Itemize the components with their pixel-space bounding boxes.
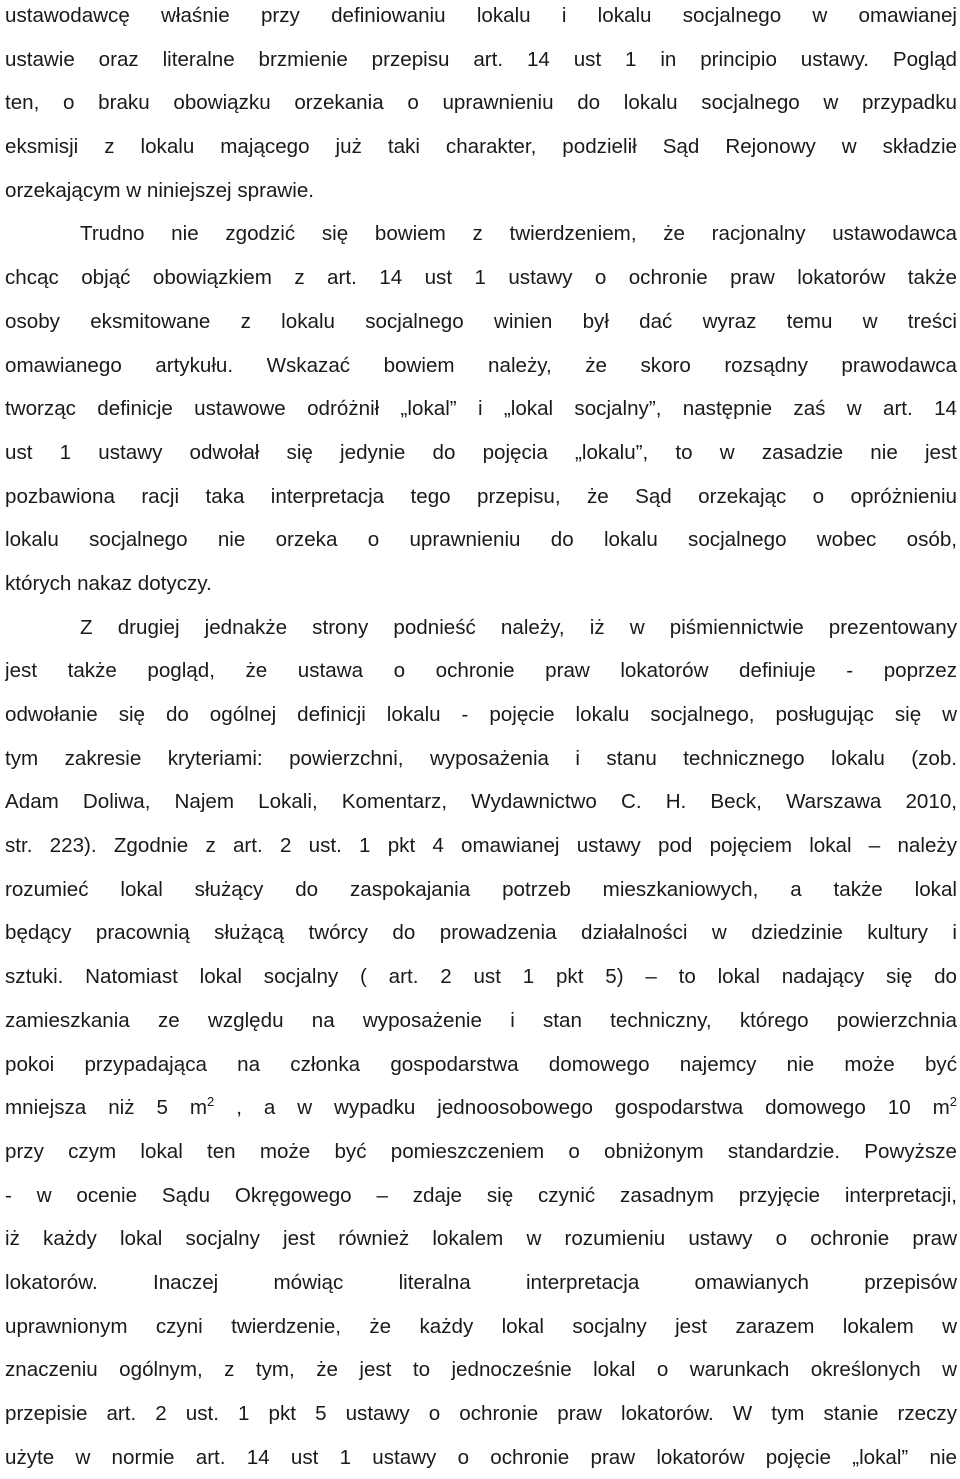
text-line: ten, o braku obowiązku orzekania o uprawnieniu do lokalu socjalnego w przypadku [5,91,957,115]
text-line: jest także pogląd, że ustawa o ochronie praw lokatorów definiuje - poprzez [5,659,957,683]
text-line: lokalu socjalnego nie orzeka o uprawnieniu do lokalu socjalnego wobec osób, [5,528,957,552]
text-segment: , a w wypadku jednoosobowego gospodarstwa domowego 10 m [214,1096,950,1120]
text-line: ust 1 ustawy odwołał się jedynie do pojęcia „lokalu”, to w zasadzie nie jest [5,440,957,464]
text-line: eksmisji z lokalu mającego już taki charakter, podzielił Sąd Rejonowy w składzie [5,135,957,159]
text-segment: mniejsza niż 5 m [5,1096,208,1120]
text-line: ustawodawcę właśnie przy definiowaniu lokalu i lokalu socjalnego w omawianej [5,4,957,27]
text-line: omawianego artykułu. Wskazać bowiem należy, że skoro rozsądny prawodawca [5,353,957,377]
text-line: ustawie oraz literalne brzmienie przepisu art. 14 ust 1 in principio ustawy. Pogląd [5,47,957,71]
text-line: lokatorów. Inaczej mówiąc literalna interpretacja omawianych przepisów [5,1270,957,1294]
superscript: 2 [949,1094,957,1110]
text-line: Adam Doliwa, Najem Lokali, Komentarz, Wydawnictwo C. H. Beck, Warszawa 2010, [5,790,957,814]
text-line: użyte w normie art. 14 ust 1 ustawy o ochronie praw lokatorów pojęcie „lokal” nie [5,1445,957,1469]
text-line: których nakaz dotyczy. [5,571,212,595]
text-line: będący pracownią służącą twórcy do prowadzenia działalności w dziedzinie kultury i [5,921,957,945]
text-line: Z drugiej jednakże strony podnieść należy, iż w piśmiennictwie prezentowany [80,615,957,639]
superscript: 2 [207,1094,215,1110]
text-line: przy czym lokal ten może być pomieszczeniem o obniżonym standardzie. Powyższe [5,1139,957,1163]
text-line: str. 223). Zgodnie z art. 2 ust. 1 pkt 4 omawianej ustawy pod pojęciem lokal – należy [5,834,957,858]
document-page [5,0,957,1479]
text-line: zamieszkania ze względu na wyposażenie i stan techniczny, którego powierzchnia [5,1008,957,1032]
text-line: osoby eksmitowane z lokalu socjalnego winien był dać wyraz temu w treści [5,309,957,333]
text-line: chcąc objąć obowiązkiem z art. 14 ust 1 ustawy o ochronie praw lokatorów także [5,266,957,290]
text-line: rozumieć lokal służący do zaspokajania potrzeb mieszkaniowych, a także lokal [5,877,957,901]
text-line [5,1086,957,1130]
text-line: przepisie art. 2 ust. 1 pkt 5 ustawy o ochronie praw lokatorów. W tym stanie rzeczy [5,1402,957,1425]
text-line: uprawnionym czyni twierdzenie, że każdy lokal socjalny jest zarazem lokalem w [5,1314,957,1338]
text-line: sztuki. Natomiast lokal socjalny ( art. 2 ust 1 pkt 5) – to lokal nadający się do [5,965,957,989]
text-line: orzekającym w niniejszej sprawie. [5,178,315,202]
text-line: pozbawiona racji taka interpretacja tego przepisu, że Sąd orzekając o opróżnieniu [5,484,957,508]
text-line: - w ocenie Sądu Okręgowego – zdaje się czynić zasadnym przyjęcie interpretacji, [5,1183,957,1207]
text-line: odwołanie się do ogólnej definicji lokalu - pojęcie lokalu socjalnego, posługując się w [5,703,957,726]
text-line: pokoi przypadająca na członka gospodarstwa domowego najemcy nie może być [5,1052,957,1076]
text-line: tym zakresie kryteriami: powierzchni, wyposażenia i stanu technicznego lokalu (zob. [5,746,957,770]
text-line: znaczeniu ogólnym, z tym, że jest to jednocześnie lokal o warunkach określonych w [5,1358,957,1382]
text-line: tworząc definicje ustawowe odróżnił „lokal” i „lokal socjalny”, następnie zaś w art. 14 [5,397,957,421]
text-line: iż każdy lokal socjalny jest również lokalem w rozumieniu ustawy o ochronie praw [5,1227,957,1251]
text-line: Trudno nie zgodzić się bowiem z twierdzeniem, że racjonalny ustawodawca [80,222,957,246]
